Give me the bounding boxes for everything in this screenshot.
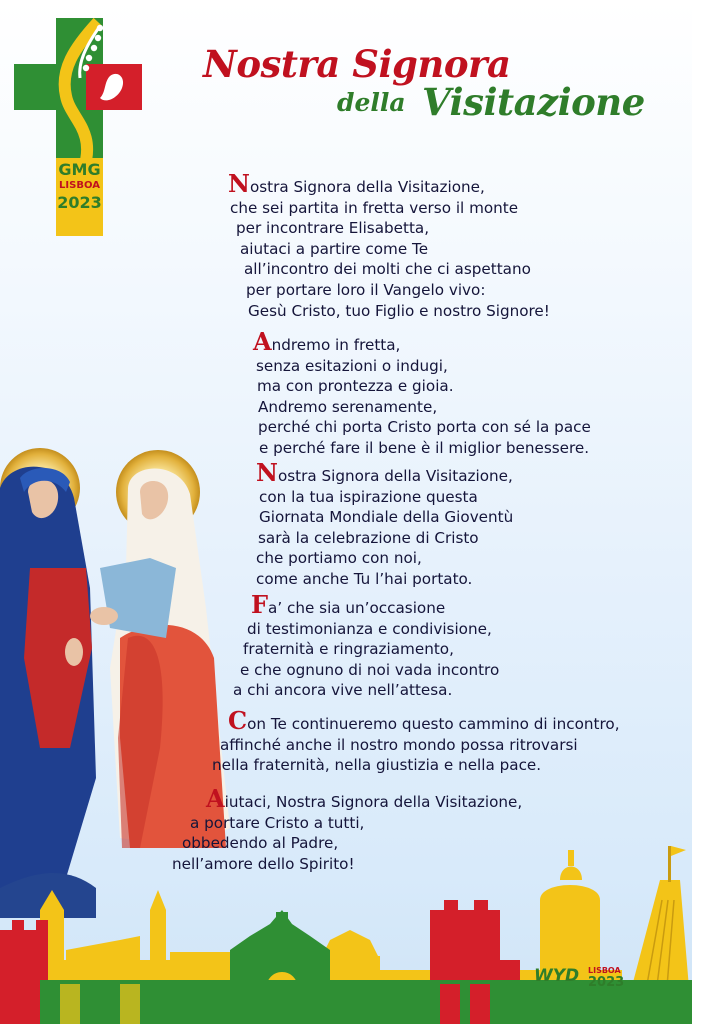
stanza-line: a portare Cristo a tutti, (190, 813, 365, 832)
stanza-line: Fa’ che sia un’occasione (251, 590, 446, 619)
stanza-line: Andremo serenamente, (258, 397, 438, 416)
stanza-line: Giornata Mondiale della Gioventù (259, 508, 514, 527)
stanza-line: Aiutaci, Nostra Signora della Visitazione, (206, 784, 523, 813)
stanza-1 (228, 169, 550, 321)
stanza-line: Gesù Cristo, tuo Figlio e nostro Signore! (248, 301, 550, 320)
wyd-logo-main: WYD (534, 966, 580, 986)
stanza-line: nella fraternità, nella giustizia e nella pace. (212, 756, 542, 775)
logo-text-year: 2023 (57, 193, 102, 212)
stanza-line: sarà la celebrazione di Cristo (258, 528, 479, 547)
stanza-line: e che ognuno di noi vada incontro (240, 660, 500, 679)
stanza-line: Nostra Signora della Visitazione, (228, 169, 485, 198)
logo-text-lisboa: LISBOA (59, 180, 100, 191)
title-line-2-large: Visitazione (422, 80, 645, 124)
stanza-line: aiutaci a partire come Te (240, 239, 429, 258)
stanza-5 (212, 706, 620, 776)
stanza-line: nell’amore dello Spirito! (172, 854, 355, 873)
lisbon-skyline (0, 840, 692, 1024)
wyd-logo-city: LISBOA (588, 966, 621, 975)
stanza-line: all’incontro dei molti che ci aspettano (244, 260, 531, 279)
stanza-line: che portiamo con noi, (256, 549, 422, 568)
drop-initial: N (228, 169, 250, 198)
logo-text-gmg: GMG (58, 160, 101, 179)
drop-initial: N (256, 458, 278, 487)
title-line-1: Nostra Signora (203, 42, 511, 86)
stanza-line: fraternità e ringraziamento, (243, 640, 454, 659)
drop-initial: F (251, 590, 269, 619)
stanza-line: Andremo in fretta, (253, 327, 401, 356)
stanza-4 (233, 590, 500, 701)
stanza-line: a chi ancora vive nell’attesa. (233, 681, 453, 700)
stanza-line: come anche Tu l’hai portato. (256, 569, 473, 588)
stanza-line: per portare loro il Vangelo vivo: (246, 280, 486, 299)
stanza-line: che sei partita in fretta verso il monte (230, 198, 519, 217)
drop-initial: A (206, 784, 225, 813)
stanza-line: ma con prontezza e gioia. (257, 377, 454, 396)
stanza-line: e perché fare il bene è il miglior benessere. (259, 438, 590, 457)
stanza-line: obbedendo al Padre, (182, 834, 339, 853)
drop-initial: A (253, 327, 272, 356)
stanza-line: con la tua ispirazione questa (259, 487, 478, 506)
title-line-2-small: della (337, 88, 406, 117)
wyd-logo-year: 2023 (588, 975, 625, 990)
drop-initial: C (228, 706, 248, 735)
stanza-3 (256, 458, 514, 590)
stanza-line: Con Te continueremo questo cammino di incontro, (228, 706, 620, 735)
stanza-line: affinché anche il nostro mondo possa ritrovarsi (220, 735, 578, 754)
stanza-line: perché chi porta Cristo porta con sé la pace (258, 418, 591, 437)
stanza-line: per incontrare Elisabetta, (236, 219, 430, 238)
stanza-2 (253, 327, 591, 459)
stanza-line: senza esitazioni o indugi, (256, 356, 448, 375)
stanza-line: Nostra Signora della Visitazione, (256, 458, 513, 487)
stanza-line: di testimonianza e condivisione, (247, 619, 492, 638)
